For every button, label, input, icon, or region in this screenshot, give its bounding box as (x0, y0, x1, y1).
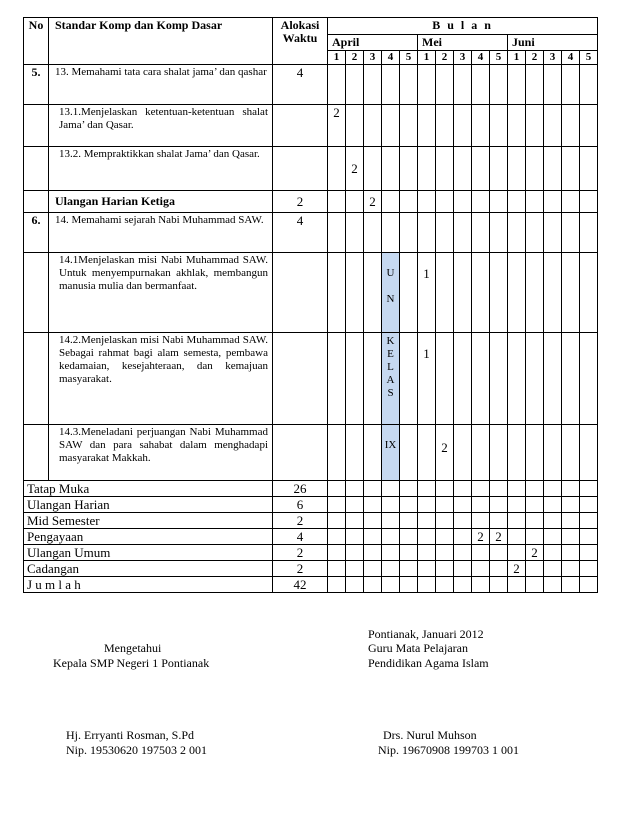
summary-row (24, 545, 598, 561)
summary-label: Mid Semester (24, 513, 273, 529)
summary-value: 26 (273, 481, 328, 497)
summary-row (24, 481, 598, 497)
summary-value: 4 (273, 529, 328, 545)
week-cell: 2 (436, 51, 454, 65)
month-april: April (328, 35, 418, 51)
summary-row (24, 561, 598, 577)
week-cell: 3 (544, 51, 562, 65)
kelas-letter: E (387, 348, 394, 360)
table-row (24, 105, 598, 147)
week-cell: 2 (346, 51, 364, 65)
week-cell: 4 (472, 51, 490, 65)
month-mei: Mei (418, 35, 508, 51)
week-mark: 2 (346, 147, 364, 191)
table-row (24, 191, 598, 213)
left-signatory-nip: Nip. 19530620 197503 2 001 (66, 743, 207, 757)
summary-value: 42 (273, 577, 328, 593)
summary-value: 6 (273, 497, 328, 513)
summary-row (24, 497, 598, 513)
week-mark: 2 (436, 425, 454, 481)
week-cell: 5 (400, 51, 418, 65)
summary-value: 2 (273, 561, 328, 577)
week-cell: 5 (490, 51, 508, 65)
kd-text: 13.2. Mempraktikkan shalat Jama’ dan Qasar. (49, 147, 273, 191)
header-no: No (24, 18, 49, 65)
kd-text: 13. Memahami tata cara shalat jama’ dan qashar (49, 65, 273, 105)
header-alokasi-line2: Waktu (282, 31, 318, 45)
week-mark: 2 (508, 561, 526, 577)
right-signatory-name: Drs. Nurul Muhson (383, 728, 477, 742)
week-cell: 1 (328, 51, 346, 65)
week-mark: 1 (418, 333, 436, 425)
left-signatory-role: Kepala SMP Negeri 1 Pontianak (53, 656, 210, 670)
left-signatory-title: Mengetahui (104, 641, 162, 655)
alokasi-value: 4 (273, 65, 328, 105)
ix-highlight: IX (382, 425, 400, 481)
table-row (24, 333, 598, 425)
week-cell: 1 (508, 51, 526, 65)
kd-text: 14. Memahami sejarah Nabi Muhammad SAW. (49, 213, 273, 253)
week-mark: 2 (490, 529, 508, 545)
table-row (24, 253, 598, 333)
week-mark: 2 (364, 191, 382, 213)
summary-label: Tatap Muka (24, 481, 273, 497)
summary-value: 2 (273, 545, 328, 561)
week-cell: 3 (454, 51, 472, 65)
kelas-letter: L (387, 361, 394, 373)
header-alokasi (273, 18, 328, 65)
kd-text: 14.1Menjelaskan misi Nabi Muhammad SAW. Untuk menyempurnakan akhlak, membangun manusia mulia dan bermanfaat. (49, 253, 273, 333)
summary-label: J u m l a h (24, 577, 273, 593)
summary-row (24, 529, 598, 545)
summary-label: Cadangan (24, 561, 273, 577)
week-cell: 5 (580, 51, 598, 65)
summary-label: Ulangan Harian (24, 497, 273, 513)
ulangan-label: Ulangan Harian Ketiga (49, 191, 273, 213)
week-cell: 4 (562, 51, 580, 65)
summary-row (24, 577, 598, 593)
header-standar: Standar Komp dan Komp Dasar (49, 18, 273, 65)
un-highlight (382, 253, 400, 333)
week-mark: 2 (526, 545, 544, 561)
header-bulan: B u l a n (328, 18, 598, 35)
header-alokasi-line1: Alokasi (280, 18, 320, 32)
kelas-letter: K (386, 335, 395, 347)
table-row (24, 147, 598, 191)
table-row (24, 213, 598, 253)
table-row (24, 65, 598, 105)
summary-label: Pengayaan (24, 529, 273, 545)
alokasi-value: 2 (273, 191, 328, 213)
un-letter: N (386, 293, 395, 305)
summary-value: 2 (273, 513, 328, 529)
kelas-highlight (382, 333, 400, 425)
week-mark: 2 (328, 105, 346, 147)
summary-row (24, 513, 598, 529)
week-cell: 4 (382, 51, 400, 65)
table-row (24, 425, 598, 481)
week-cell: 2 (526, 51, 544, 65)
place-date: Pontianak, Januari 2012 (368, 627, 484, 641)
left-signatory-name: Hj. Erryanti Rosman, S.Pd (66, 728, 194, 742)
un-letter: U (386, 267, 395, 279)
week-cell: 1 (418, 51, 436, 65)
week-mark: 1 (418, 253, 436, 333)
kelas-letter: A (386, 374, 395, 386)
kd-text: 13.1.Menjelaskan ketentuan-ketentuan shalat Jama’ dan Qasar. (49, 105, 273, 147)
kelas-letter: S (387, 387, 394, 399)
month-juni: Juni (508, 35, 598, 51)
schedule-table (23, 17, 598, 593)
alokasi-value: 4 (273, 213, 328, 253)
kd-text: 14.3.Meneladani perjuangan Nabi Muhammad SAW dan para sahabat dalam menghadapi masyarakat Makkah. (49, 425, 273, 481)
right-signatory-title: Guru Mata Pelajaran (368, 641, 468, 655)
summary-label: Ulangan Umum (24, 545, 273, 561)
week-mark: 2 (472, 529, 490, 545)
row-no: 6. (24, 213, 49, 253)
week-cell: 3 (364, 51, 382, 65)
row-no: 5. (24, 65, 49, 105)
kd-text: 14.2.Menjelaskan misi Nabi Muhammad SAW. Sebagai rahmat bagi alam semesta, pembawa kedamaian, kesejahteraan, dan kemajuan masyarakat. (49, 333, 273, 425)
right-signatory-role: Pendidikan Agama Islam (368, 656, 489, 670)
right-signatory-nip: Nip. 19670908 199703 1 001 (378, 743, 519, 757)
